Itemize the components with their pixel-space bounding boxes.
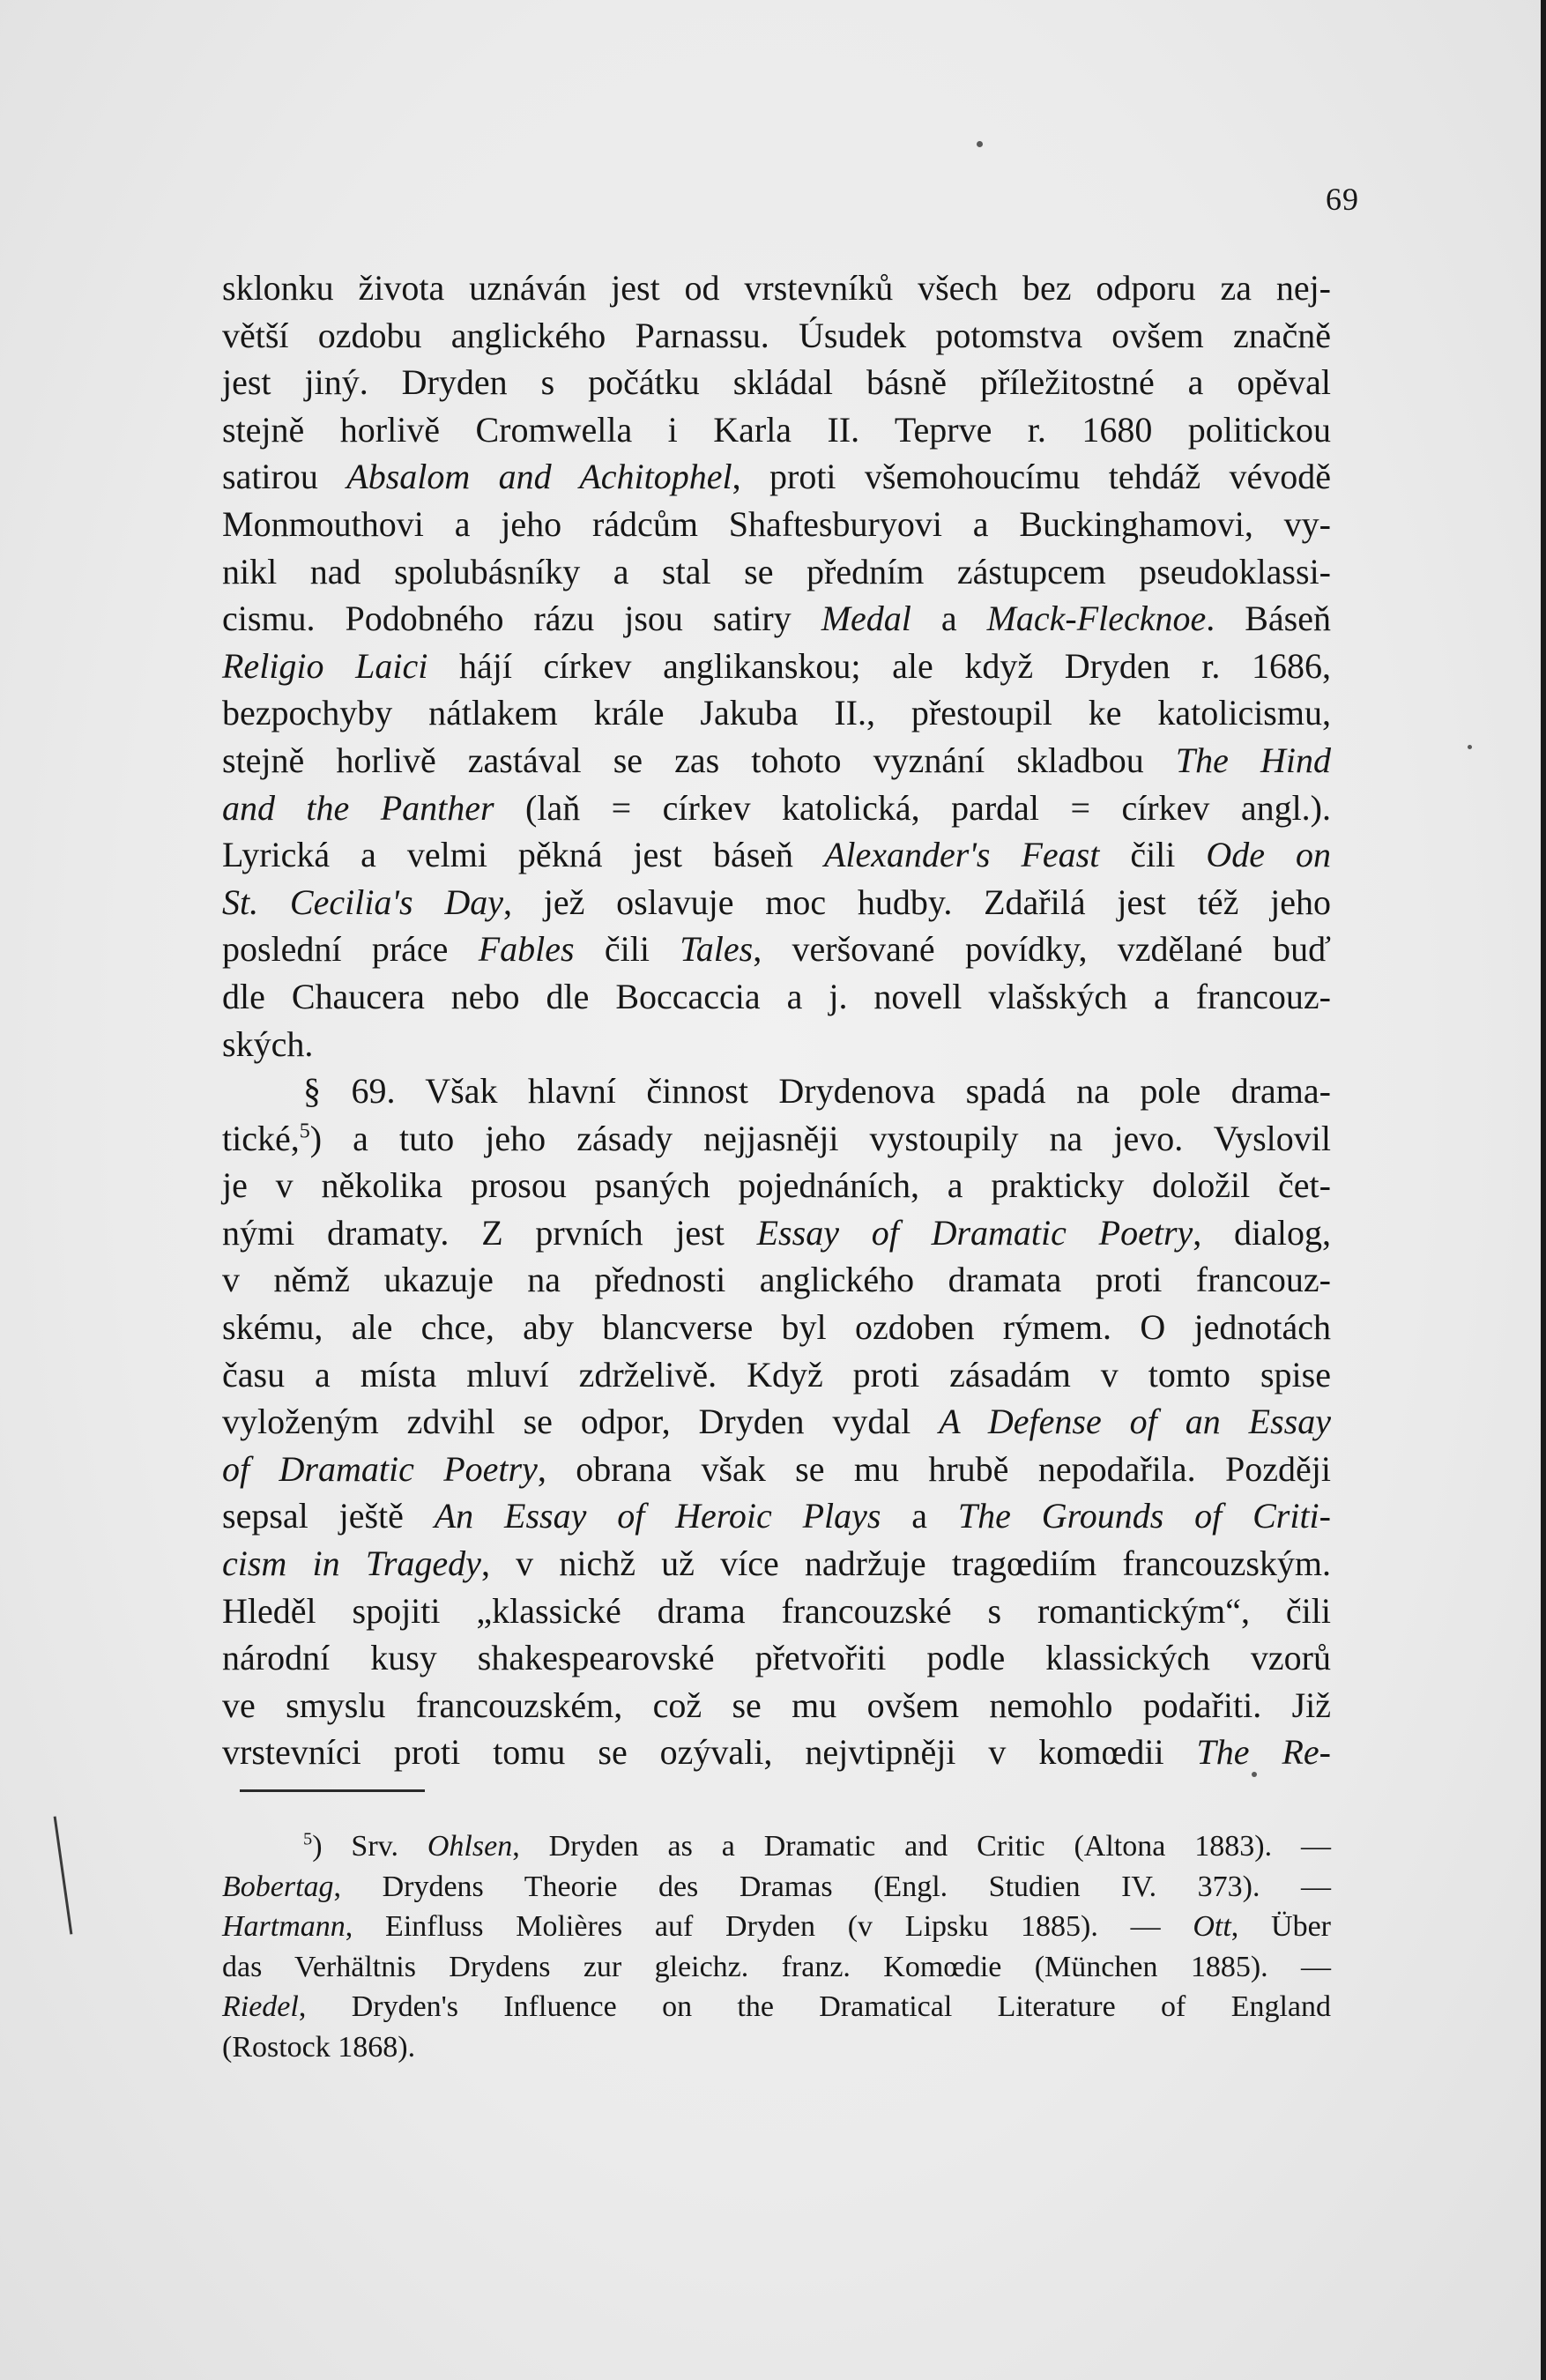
footnote-marker: 5 (299, 1119, 310, 1143)
text-line: národní kusy shakespearovské přetvořiti podle klassických vzorů (222, 1638, 1331, 1678)
italic-title: The Re- (1196, 1732, 1331, 1773)
text-line: Monmouthovi a jeho rádcům Shaftesburyovi a Buckinghamovi, vy- (222, 503, 1331, 544)
text-line: větší ozdobu anglického Parnassu. Úsudek potomstva ovšem značně (222, 315, 1331, 355)
footnote-line: Bobertag, Drydens Theorie des Dramas (Engl. Studien IV. 373). — (222, 1870, 1331, 1903)
footnote (222, 1826, 1331, 2067)
text-line: jest jiný. Dryden s počátku skládal básně příležitostné a opěval (222, 362, 1331, 403)
text-line: dle Chaucera nebo dle Boccaccia a j. novell vlašských a francouz- (222, 976, 1331, 1016)
footnote-line: (Rostock 1868). (222, 2030, 416, 2064)
footnote-marker: 5 (303, 1829, 313, 1849)
scan-speck (1252, 1772, 1257, 1777)
text-line: ských. (222, 1023, 314, 1064)
body-text (222, 264, 1331, 1776)
text-line: je v několika prosou psaných pojednáních, a prakticky doložil čet- (222, 1165, 1331, 1206)
italic-title: Riedel (222, 1990, 299, 2023)
text-line: stejně horlivě zastával se zas tohoto vyznání skladbou The Hind (222, 740, 1332, 780)
text-line: cism in Tragedy, v nichž už více nadržuje tragœdiím francouzským. (222, 1543, 1332, 1584)
text-line: Religio Laici hájí církev anglikanskou; ale když Dryden r. 1686, (222, 645, 1331, 686)
italic-title: An Essay of Heroic Plays (434, 1496, 881, 1536)
italic-title: The Hind (1175, 740, 1332, 780)
text-line: vyloženým zdvihl se odpor, Dryden vydal A Defense of an Essay (222, 1402, 1331, 1442)
text-line: and the Panther (laň = církev katolická, pardal = církev angl.). (222, 787, 1332, 828)
text-line: sepsal ještě An Essay of Heroic Plays a The Grounds of Criti- (222, 1496, 1331, 1536)
scan-speck (977, 141, 983, 147)
italic-title: Bobertag (222, 1870, 334, 1903)
text-line: bezpochyby nátlakem krále Jakuba II., přestoupil ke katolicismu, (222, 693, 1331, 733)
italic-title: Alexander's Feast (824, 835, 1100, 875)
text-line: tické,$^5$) a tuto jeho zásady nejjasněji vystoupily na jevo. Vyslovil (222, 1118, 1331, 1158)
italic-title: Tales (680, 929, 754, 970)
text-line: v němž ukazuje na přednosti anglického dramata proti francouz- (222, 1260, 1331, 1300)
footnote-line: $^5$) Srv. Ohlsen, Dryden as a Dramatic and Critic (Altona 1883). — (303, 1829, 1331, 1863)
italic-title: Medal (821, 599, 911, 639)
footnote-line: das Verhältnis Drydens zur gleichz. franz. Komœdie (München 1885). — (222, 1950, 1331, 1983)
scan-speck (1468, 745, 1472, 749)
text-line: cismu. Podobného rázu jsou satiry Medal a Mack-Flecknoe. Báseň (222, 599, 1331, 639)
italic-title: of Dramatic Poetry (222, 1448, 538, 1489)
text-line: stejně horlivě Cromwella i Karla II. Teprve r. 1680 politickou (222, 409, 1331, 450)
text-line: nikl nad spolubásníky a stal se předním zástupcem pseudoklassi- (222, 551, 1331, 591)
footnote-line: Hartmann, Einfluss Molières auf Dryden (v Lipsku 1885). — Ott, Über (222, 1910, 1331, 1943)
italic-title: Hartmann (222, 1910, 346, 1943)
italic-title: Fables (478, 929, 575, 970)
italic-title: A Defense of an Essay (939, 1402, 1331, 1442)
italic-title: Ott (1193, 1910, 1231, 1943)
italic-title: Mack-Flecknoe (986, 599, 1207, 639)
italic-title: The Grounds of Criti- (957, 1496, 1331, 1536)
italic-title: Religio Laici (222, 645, 428, 686)
section-heading-line: § 69. Však hlavní činnost Drydenova spadá na pole drama- (303, 1071, 1331, 1112)
italic-title: Ode on (1206, 835, 1332, 875)
text-line: Lyrická a velmi pěkná jest báseň Alexander's Feast čili Ode on (222, 835, 1332, 875)
text-line: skému, ale chce, aby blancverse byl ozdoben rýmem. O jednotách (222, 1307, 1331, 1348)
text-line: St. Cecilia's Day, jež oslavuje moc hudby. Zdařilá jest též jeho (222, 881, 1331, 922)
margin-pencil-mark (54, 1816, 73, 1934)
text-line: Hleděl spojiti „klassické drama francouzské s romantickým“, čili (222, 1590, 1331, 1631)
text-line: ve smyslu francouzském, což se mu ovšem nemohlo podařiti. Již (222, 1685, 1331, 1725)
footnote-line: Riedel, Dryden's Influence on the Dramatical Literature of England (222, 1990, 1331, 2023)
text-line: poslední práce Fables čili Tales, veršované povídky, vzdělané buď (222, 929, 1331, 970)
italic-title: Essay of Dramatic Poetry (756, 1212, 1193, 1253)
text-line: nými dramaty. Z prvních jest Essay of Dramatic Poetry, dialog, (222, 1212, 1331, 1253)
text-line: satirou Absalom and Achitophel, proti všemohoucímu tehdáž vévodě (222, 457, 1332, 497)
italic-title: Absalom and Achitophel (346, 457, 732, 497)
italic-title: Ohlsen (427, 1830, 513, 1863)
text-line: sklonku života uznáván jest od vrstevníků všech bez odporu za nej- (222, 268, 1331, 308)
text-line: of Dramatic Poetry, obrana však se mu hrubě nepodařila. Později (222, 1448, 1331, 1489)
footnote-rule (240, 1789, 425, 1792)
text-line: času a místa mluví zdrželivě. Když proti zásadám v tomto spise (222, 1354, 1331, 1395)
italic-title: and the Panther (222, 787, 494, 828)
text-line: vrstevníci proti tomu se ozývali, nejvtipněji v komœdii The Re- (222, 1732, 1331, 1773)
italic-title: St. Cecilia's Day (222, 881, 503, 922)
italic-title: cism in Tragedy (222, 1543, 481, 1584)
page-number: 69 (1326, 182, 1359, 217)
